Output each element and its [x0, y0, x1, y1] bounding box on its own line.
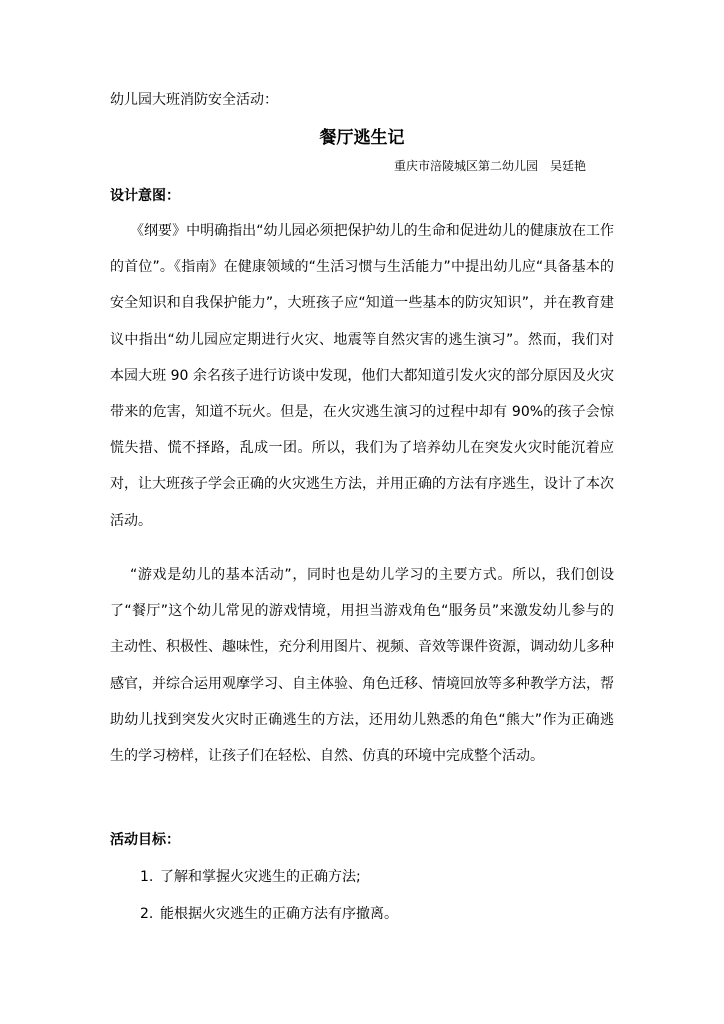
design-intent-paragraph-2: “游戏是幼儿的基本活动”，同时也是幼儿学习的主要方式。所以，我们创设了“餐厅”这个幼儿常见的游戏情境，用担当游戏角色“服务员”来激发幼儿参与的主动性、积极性、趣味性，充分利用图片、视频、音效等课件资源，调动幼儿多种感官，并综合运用观摩学习、自主体验、角色迁移、情境回放等多种教学方法，帮助幼儿找到突发火灾时正确逃生的方法，还用幼儿熟悉的角色“熊大”作为正确逃生的学习榜样，让孩子们在轻松、自然、仿真的环境中完成整个活动。 — [110, 567, 614, 765]
goal-text: 能根据火灾逃生的正确方法有序撤离。 — [160, 906, 398, 922]
author-line: 重庆市涪陵城区第二幼儿园 吴廷艳 — [393, 159, 586, 173]
goal-number: 1. — [140, 869, 154, 885]
goal-item — [140, 904, 398, 924]
goal-text: 了解和掌握火灾逃生的正确方法; — [160, 869, 361, 885]
goal-number: 2. — [140, 906, 154, 922]
design-intent-heading: 设计意图： — [110, 188, 180, 204]
activity-caption: 幼儿园大班消防安全活动： — [110, 92, 278, 108]
design-intent-paragraph-1: 《纲要》中明确指出“幼儿园必须把保护幼儿的生命和促进幼儿的健康放在工作的首位”。《指南》在健康领域的“生活习惯与生活能力”中提出幼儿应“具备基本的安全知识和自我保护能力”，大班孩子应“知道一些基本的防灾知识”，并在教育建议中指出“幼儿园应定期进行火灾、地震等自然灾害的逃生演习”。然而，我们对本园大班 90 余名孩子进行访谈中发现，他们大都知道引发火灾的部分原因及火灾带来的危害，知道不玩火。但是，在火灾逃生演习的过程中却有 90%的孩子会惊慌失措、慌不择路，乱成一团。所以，我们为了培养幼儿在突发火灾时能沉着应对，让大班孩子学会正确的火灾逃生方法，并用正确的方法有序逃生，设计了本次活动。 — [110, 223, 614, 529]
document-title: 餐厅逃生记 — [319, 128, 405, 148]
goals-heading: 活动目标： — [110, 832, 180, 848]
goal-item — [140, 867, 361, 887]
